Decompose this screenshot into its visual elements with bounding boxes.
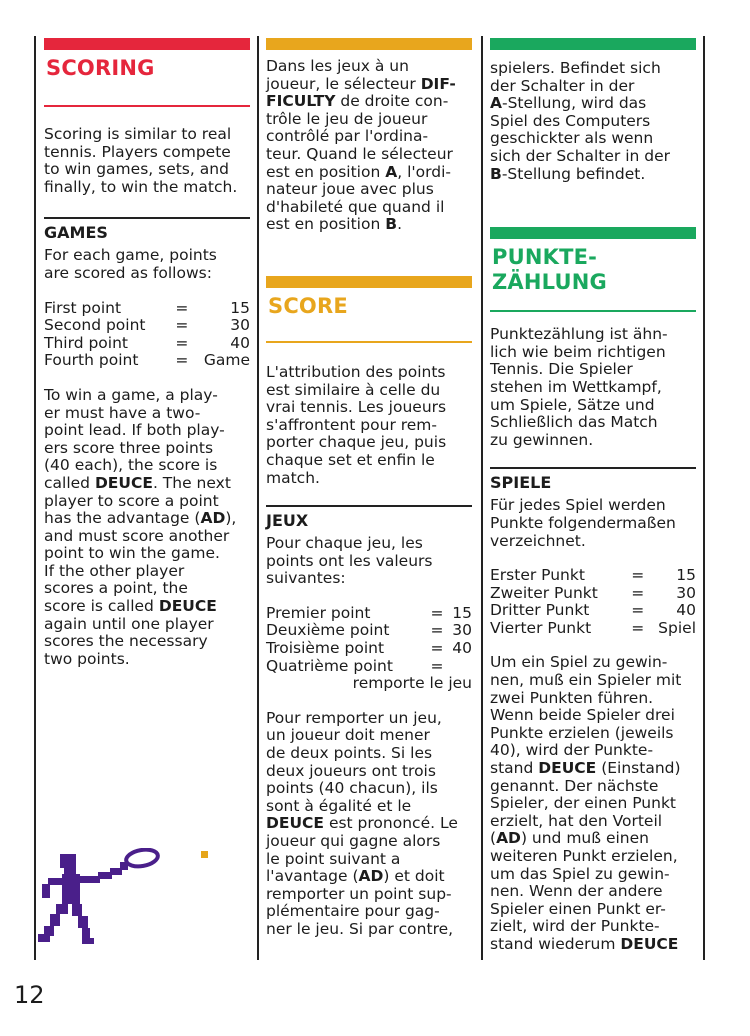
german-difficulty-text: spielers. Befindet sich der Schalter in der A-Stellung, wird das Spiel des Computers geschickter als wenn sich der Schalter in der B-Stellung befindet.	[490, 59, 671, 183]
points-row: Zweiter Punkt = 30	[490, 583, 696, 602]
column-divider-right	[703, 36, 705, 960]
german-heading-rule	[490, 310, 696, 312]
tennis-ball-icon	[201, 851, 208, 858]
points-row: Dritter Punkt = 40	[490, 601, 696, 620]
german-intro: Punktezählung ist ähn- lich wie beim richtigen Tennis. Die Spieler stehen im Wettkampf, um Spiele, Sätze und Schließlich das Match zu gewinnen.	[490, 325, 668, 449]
points-row: Premier point = 15	[266, 603, 472, 622]
points-row: Erster Punkt = 15	[490, 566, 696, 585]
french-intro: L'attribution des points est similaire à celle du vrai tennis. Les joueurs s'affrontent pour rem- porter chaque jeu, puis chaque set et enfin le match.	[266, 362, 447, 487]
french-heading: SCORE	[268, 293, 348, 318]
english-heading: SCORING	[46, 56, 155, 80]
french-games-heading: JEUX	[266, 505, 472, 531]
column-divider-middle-left	[257, 36, 259, 960]
english-games-heading: GAMES	[44, 217, 250, 243]
column-divider-middle-right	[481, 36, 483, 960]
german-column	[490, 36, 696, 954]
english-color-bar	[44, 38, 250, 50]
points-row: Troisième point = 40	[266, 639, 472, 658]
french-column	[266, 36, 472, 939]
german-win-text: Um ein Spiel zu gewin- nen, muß ein Spieler mit zwei Punkten führen. Wenn beide Spieler drei Punkte erzielen (jeweils 40), wird der Punkte- stand DEUCE (Einstand) genannt. Der nächste Spieler, der einen Punkt erzielt, hat den Vorteil (AD) und muß einen weiteren Punkt erzielen, um das Spiel zu gewin- nen. Wenn der andere Spieler einen Punkt er- zielt, wird der Punkte- stand wiederum DEUCE	[490, 653, 682, 953]
points-row: Deuxième point = 30	[266, 621, 472, 640]
german-games-heading: SPIELE	[490, 467, 696, 493]
tennis-player-icon	[34, 848, 164, 948]
points-row: Quatrième point =	[266, 656, 444, 675]
english-heading-rule	[44, 105, 250, 107]
german-top-color-bar	[490, 38, 696, 50]
english-column	[44, 36, 250, 668]
english-win-text: To win a game, a play- er must have a two- point lead. If both play- ers score three points (40 each), the score is called DEUCE. The next player to score a point has the advantage (AD), and must score another point to win the game. If the other player scores a point, the score is called DEUCE again until one player scores the necessary two points.	[44, 385, 237, 668]
french-top-color-bar	[266, 38, 472, 50]
french-points-table	[266, 605, 472, 693]
points-row: Third point = 40	[44, 333, 250, 352]
points-row: First point = 15	[44, 298, 250, 317]
french-difficulty-text: Dans les jeux à un joueur, le sélecteur DIF- FICULTY de droite con- trôle le jeu de joueur contrôlé par l'ordina- teur. Quand le sélecteur est en position A, l'ordi- nateur joue avec plus d'habileté que quand il est en position B.	[266, 57, 456, 234]
french-win-text: Pour remporter un jeu, un joueur doit mener de deux points. Si les deux joueurs ont trois points (40 chacun), ils sont à égalité et le DEUCE est prononcé. Le joueur qui gagne alors le point suivant a l'avantage (AD) et doit remporter un point sup- plémentaire pour gag- ner le jeu. Si par contre,	[266, 708, 458, 938]
points-row: Second point = 30	[44, 316, 250, 335]
english-points-table	[44, 300, 250, 370]
points-row: remporte le jeu	[352, 674, 472, 693]
german-heading: PUNKTE- ZÄHLUNG	[492, 245, 607, 295]
english-games-intro: For each game, points are scored as follows:	[44, 246, 217, 282]
french-heading-rule	[266, 341, 472, 343]
german-points-table	[490, 567, 696, 637]
french-color-bar	[266, 276, 472, 288]
page-number: 12	[14, 981, 45, 1009]
german-color-bar	[490, 227, 696, 239]
german-games-intro: Für jedes Spiel werden Punkte folgendermaßen verzeichnet.	[490, 496, 676, 550]
points-row: Fourth point = Game	[44, 351, 250, 370]
points-row: Vierter Punkt = Spiel	[490, 618, 696, 637]
column-divider-left	[34, 36, 36, 960]
english-intro: Scoring is similar to real tennis. Players compete to win games, sets, and finally, to win the match.	[44, 125, 238, 196]
french-games-intro: Pour chaque jeu, les points ont les valeurs suivantes:	[266, 534, 433, 588]
